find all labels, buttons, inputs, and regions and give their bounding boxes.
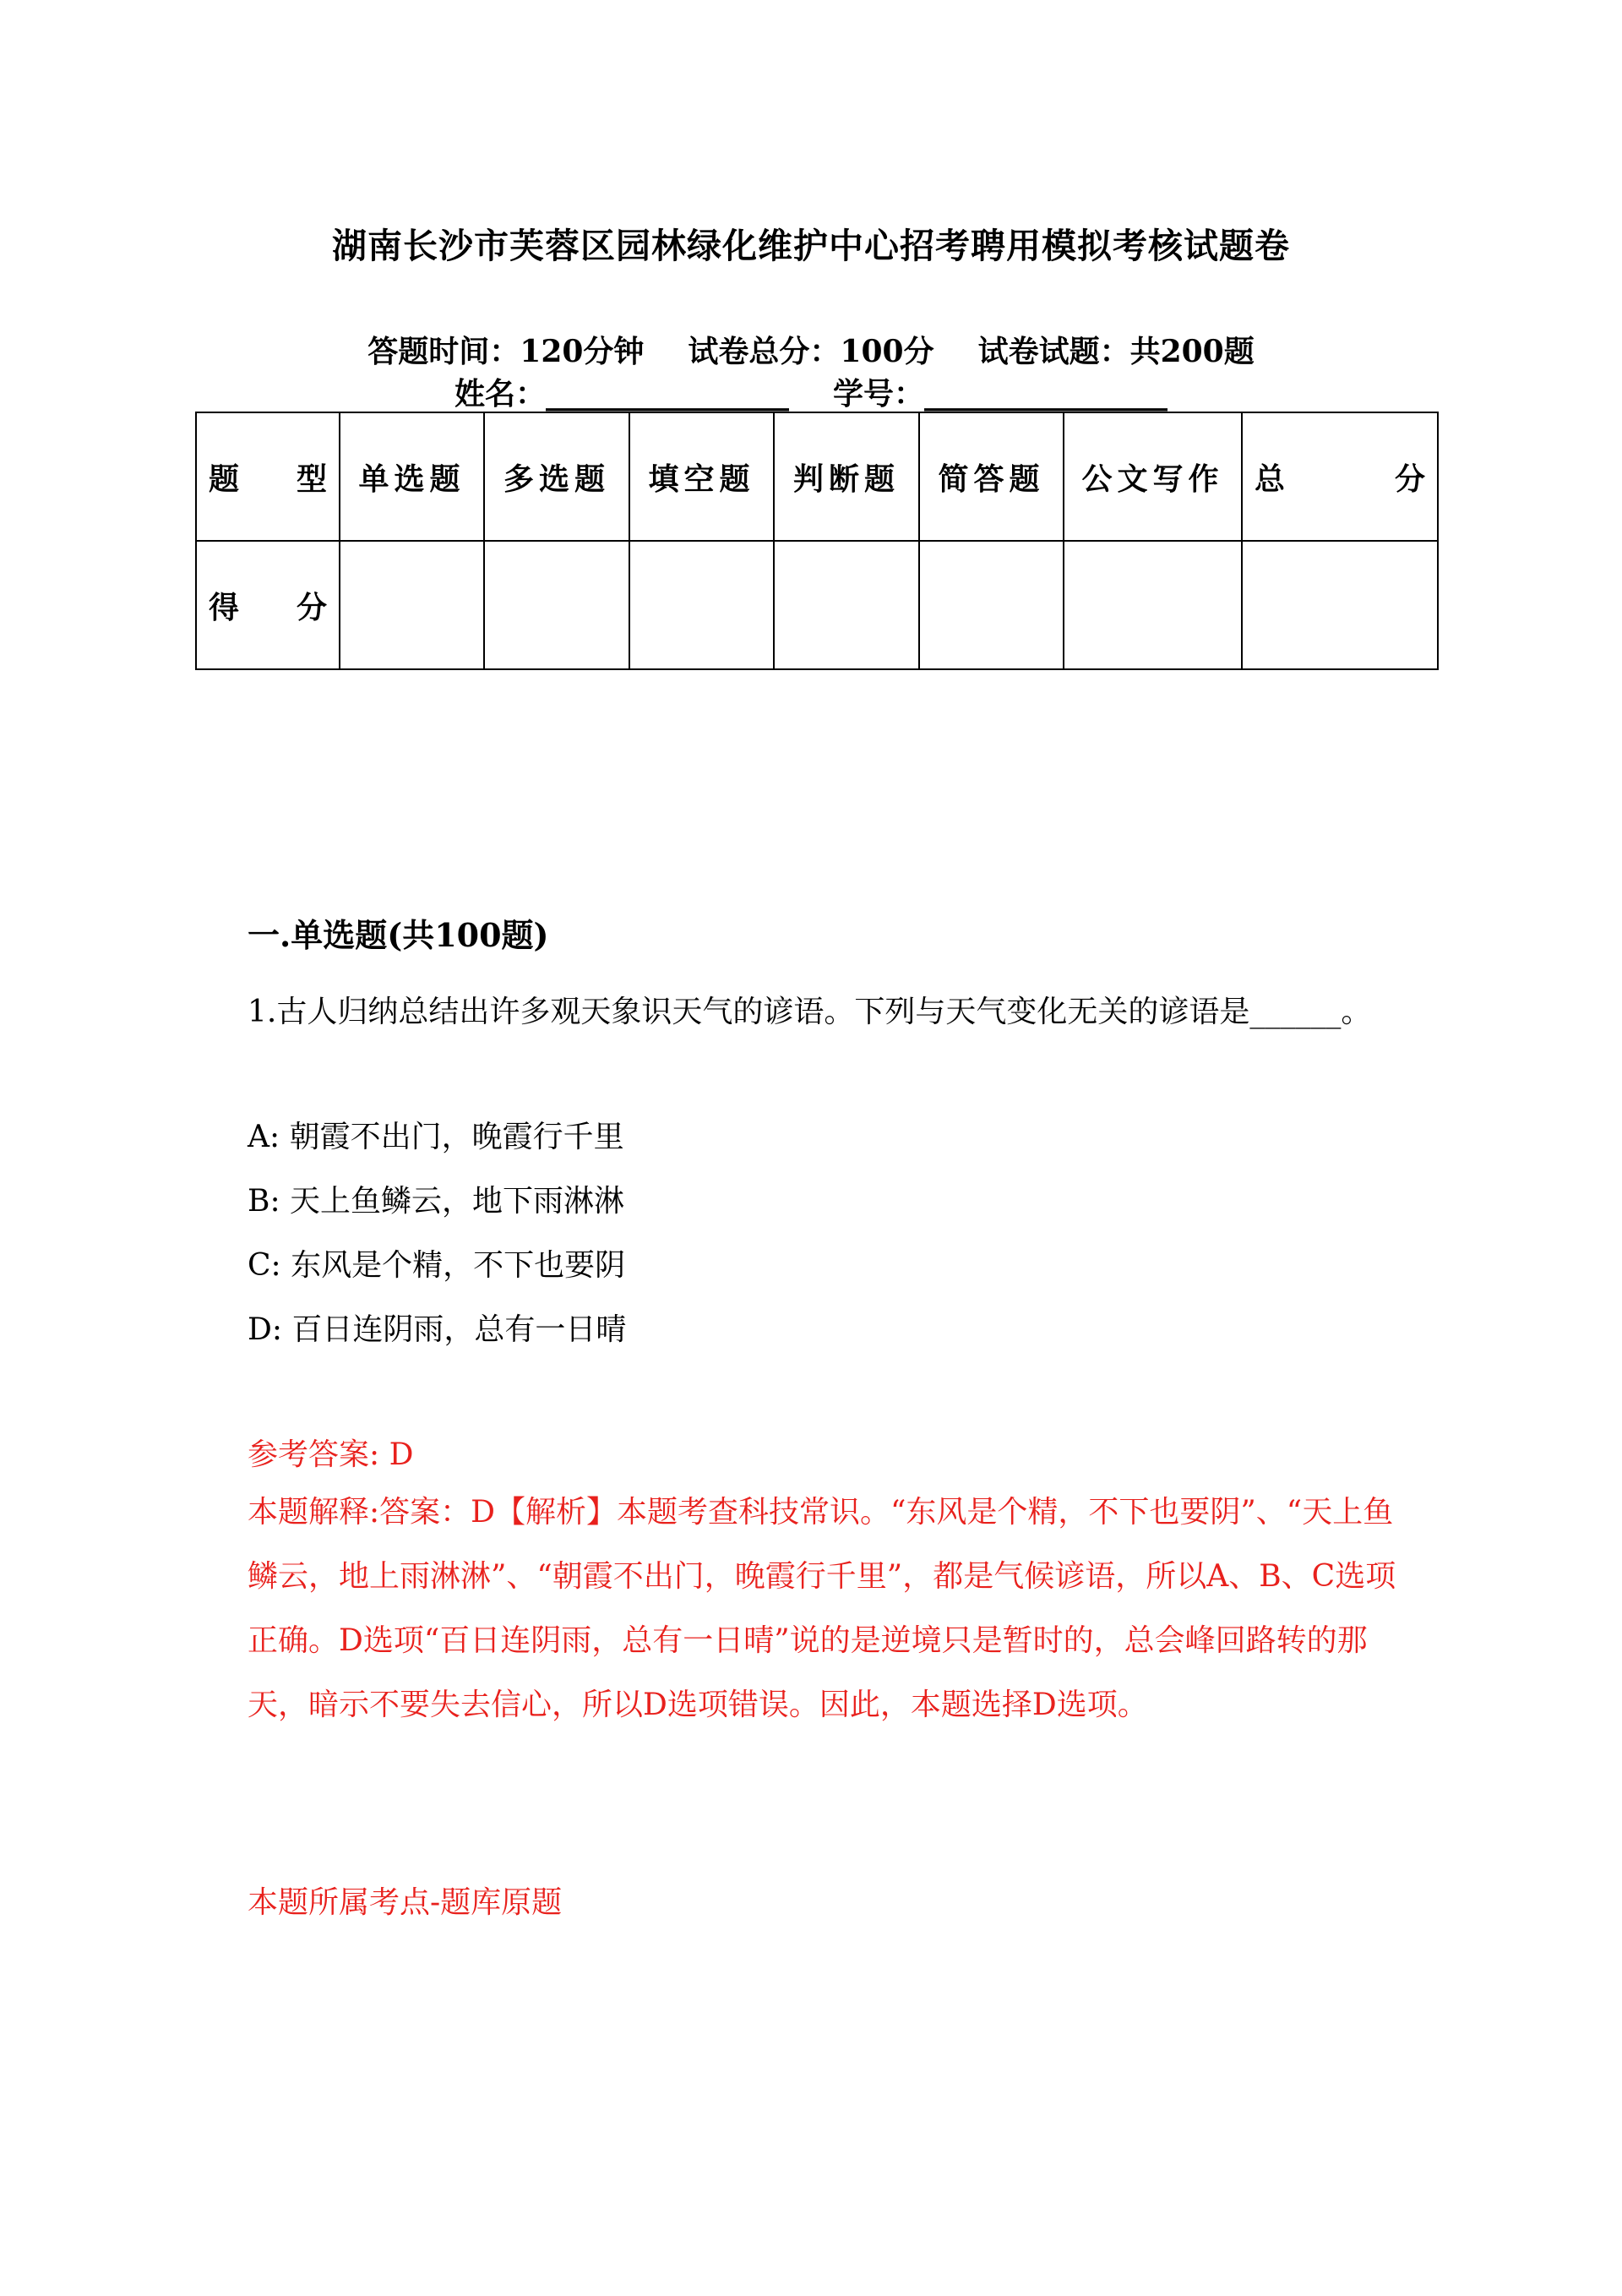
score-cell xyxy=(774,541,919,669)
score-table-score-row xyxy=(196,541,1438,669)
label-char: 分 xyxy=(296,589,327,625)
header-single-choice: 单选题 xyxy=(340,412,484,541)
student-id-field: 学号：________________ xyxy=(833,376,1168,412)
exam-total-score: 试卷总分：100分 xyxy=(688,334,934,369)
score-cell xyxy=(340,541,484,669)
score-cell xyxy=(484,541,629,669)
label-char: 题 xyxy=(209,461,240,497)
score-cell xyxy=(1242,541,1438,669)
student-info xyxy=(0,370,1622,413)
score-cell xyxy=(919,541,1064,669)
score-table xyxy=(195,412,1439,670)
name-field: 姓名：________________ xyxy=(454,376,789,412)
header-true-false: 判断题 xyxy=(774,412,919,541)
reference-answer: 参考答案: D xyxy=(248,1437,414,1472)
header-short-answer: 简答题 xyxy=(919,412,1064,541)
header-multiple-choice: 多选题 xyxy=(484,412,629,541)
answer-explanation: 本题解释:答案：D【解析】本题考查科技常识。“东风是个精，不下也要阴”、“天上鱼鳞云，地上雨淋淋”、“朝霞不出门，晚霞行千里”，都是气候谚语，所以A、B、C选项正确。D选项“百日连阴雨，总有一日晴”说的是逆境只是暂时的，总会峰回路转的那天，暗示不要失去信心，所以D选项错误。因此，本题选择D选项。 xyxy=(248,1495,1396,1722)
option-c: C: 东风是个精，不下也要阴 xyxy=(248,1248,626,1283)
option-a: A: 朝霞不出门，晚霞行千里 xyxy=(248,1120,624,1154)
header-official-writing: 公文写作 xyxy=(1064,412,1242,541)
page-title: 湖南长沙市芙蓉区园林绿化维护中心招考聘用模拟考核试题卷 xyxy=(332,226,1290,266)
label-char: 分 xyxy=(1394,461,1425,497)
label-char: 总 xyxy=(1255,461,1286,497)
option-d: D: 百日连阴雨，总有一日晴 xyxy=(248,1312,627,1347)
score-cell xyxy=(629,541,774,669)
exam-time: 答题时间：120分钟 xyxy=(367,334,645,369)
score-cell xyxy=(1064,541,1242,669)
label-char: 型 xyxy=(296,461,327,497)
label-char: 得 xyxy=(209,589,240,625)
option-b: B: 天上鱼鳞云，地下雨淋淋 xyxy=(248,1184,625,1219)
exam-meta xyxy=(0,328,1622,371)
header-fill-blank: 填空题 xyxy=(629,412,774,541)
header-total xyxy=(1242,412,1438,541)
question-type-label xyxy=(196,412,340,541)
question-topic: 本题所属考点-题库原题 xyxy=(248,1885,563,1920)
score-label xyxy=(196,541,340,669)
score-table-header-row xyxy=(196,412,1438,541)
section-title: 一.单选题(共100题) xyxy=(248,916,549,954)
question-stem: 1.古人归纳总结出许多观天象识天气的谚语。下列与天气变化无关的谚语是______。 xyxy=(248,995,1372,1029)
exam-question-count: 试卷试题：共200题 xyxy=(977,334,1255,369)
